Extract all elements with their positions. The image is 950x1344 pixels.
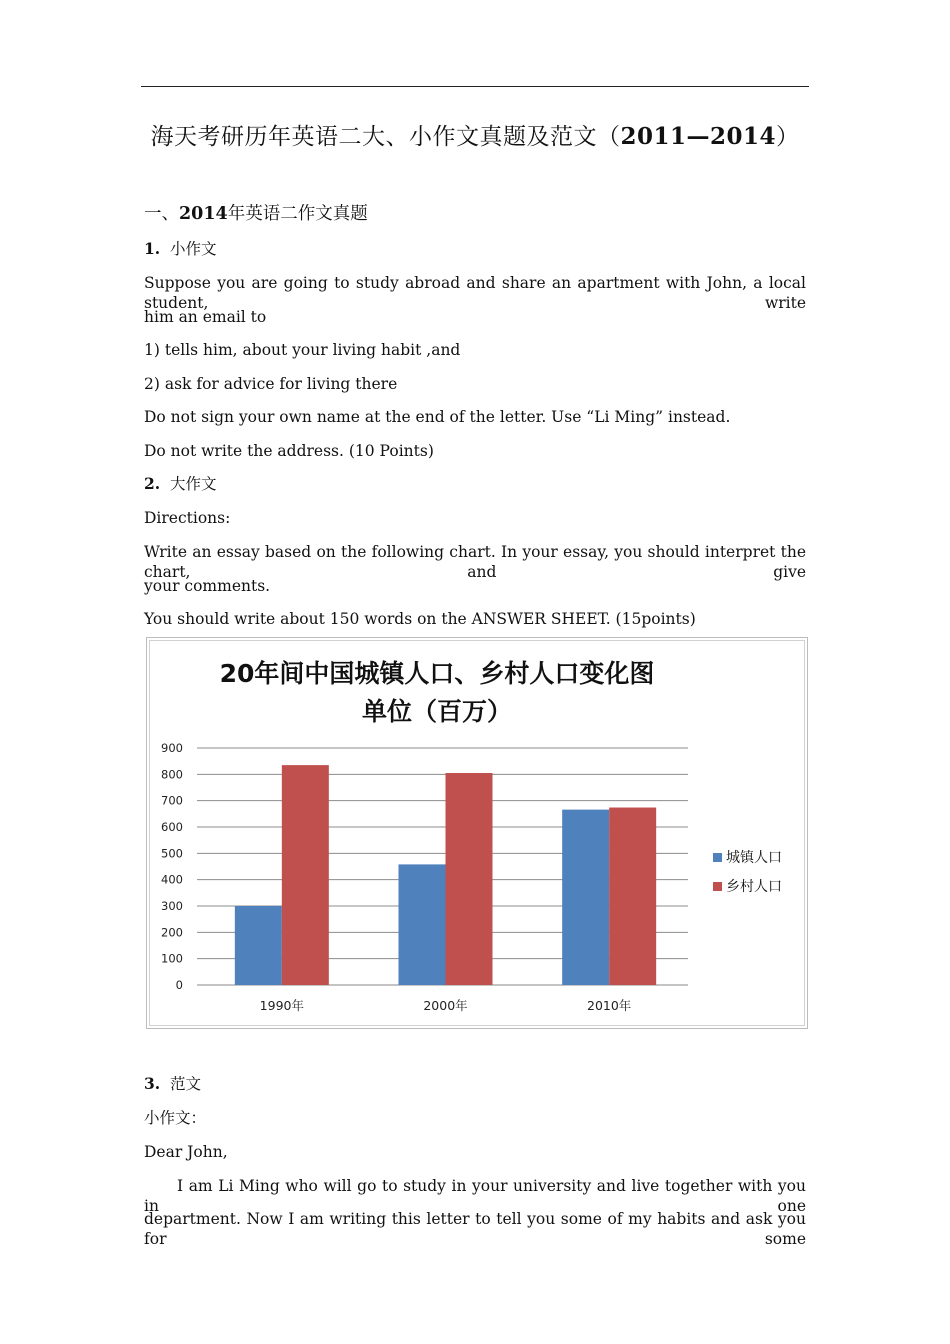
chart-subtitle: 单位（百万） <box>361 697 513 726</box>
title-close: ） <box>776 124 800 150</box>
y-tick-label: 700 <box>161 793 183 808</box>
task1-note2: Do not write the address. (10 Points) <box>144 442 434 460</box>
bar-urban-1 <box>399 864 446 985</box>
y-tick-label: 100 <box>161 951 183 966</box>
item-3-label: 范文 <box>170 1075 202 1093</box>
x-tick-label: 2000年 <box>423 998 468 1013</box>
task2-line2: your comments. <box>144 577 271 595</box>
task1-note1: Do not sign your own name at the end of the letter. Use “Li Ming” instead. <box>144 408 731 426</box>
y-tick-label: 500 <box>161 846 183 861</box>
population-bar-chart <box>147 638 807 1028</box>
section-year: 2014 <box>179 204 228 224</box>
section-suffix: 年英语二作文真题 <box>227 204 368 224</box>
bar-rural-0 <box>282 765 329 985</box>
item-2-number: 2. <box>144 474 161 493</box>
x-tick-label: 1990年 <box>259 998 304 1013</box>
task2-line1: Write an essay based on the following chart. In your essay, you should interpret the chart, and give <box>144 543 806 581</box>
title-text: 海天考研历年英语二大、小作文真题及范文（ <box>150 124 621 150</box>
y-tick-label: 300 <box>161 899 183 913</box>
directions-label: Directions: <box>144 509 231 527</box>
y-tick-label: 800 <box>161 767 183 782</box>
letter-body-line1: I am Li Ming who will go to study in your university and live together with you in one <box>144 1177 806 1215</box>
bar-rural-1 <box>446 773 493 985</box>
chart-title: 20年间中国城镇人口、乡村人口变化图 <box>219 659 655 688</box>
item-1-label: 小作文 <box>170 240 217 258</box>
y-tick-label: 200 <box>161 925 183 940</box>
header-rule <box>141 86 809 87</box>
x-tick-label: 2010年 <box>587 998 632 1013</box>
y-tick-label: 400 <box>161 872 183 887</box>
y-tick-label: 0 <box>175 978 183 992</box>
title-years: 2011—2014 <box>620 123 777 150</box>
section-prefix: 一、 <box>144 204 179 224</box>
legend-label: 乡村人口 <box>726 879 782 895</box>
bar-urban-2 <box>562 810 609 985</box>
letter-salutation: Dear John, <box>144 1143 228 1161</box>
item-1-number: 1. <box>144 239 161 258</box>
legend-swatch-rural <box>713 882 722 891</box>
y-tick-label: 600 <box>161 820 183 834</box>
legend-swatch-urban <box>713 853 722 862</box>
y-tick-label: 900 <box>161 741 183 755</box>
legend-label: 城镇人口 <box>726 850 782 866</box>
section-heading-2014 <box>144 204 368 224</box>
letter-body-line2: department. Now I am writing this letter to tell you some of my habits and ask you for some <box>144 1210 806 1248</box>
small-essay-label: 小作文： <box>144 1109 207 1127</box>
item-3-heading <box>144 1074 201 1094</box>
task1-line2: him an email to <box>144 308 267 326</box>
bar-rural-2 <box>609 808 656 985</box>
item-3-number: 3. <box>144 1074 161 1093</box>
task1-point1: 1) tells him, about your living habit ,and <box>144 341 461 359</box>
task2-line3: You should write about 150 words on the ANSWER SHEET. (15points) <box>144 610 696 628</box>
document-title <box>0 118 950 151</box>
item-1-heading <box>144 239 217 259</box>
bar-urban-0 <box>235 906 282 985</box>
task1-point2: 2) ask for advice for living there <box>144 375 398 393</box>
item-2-label: 大作文 <box>170 475 217 493</box>
item-2-heading <box>144 474 217 494</box>
population-chart-frame <box>146 637 808 1029</box>
task1-line1: Suppose you are going to study abroad and share an apartment with John, a local student, write <box>144 274 806 312</box>
